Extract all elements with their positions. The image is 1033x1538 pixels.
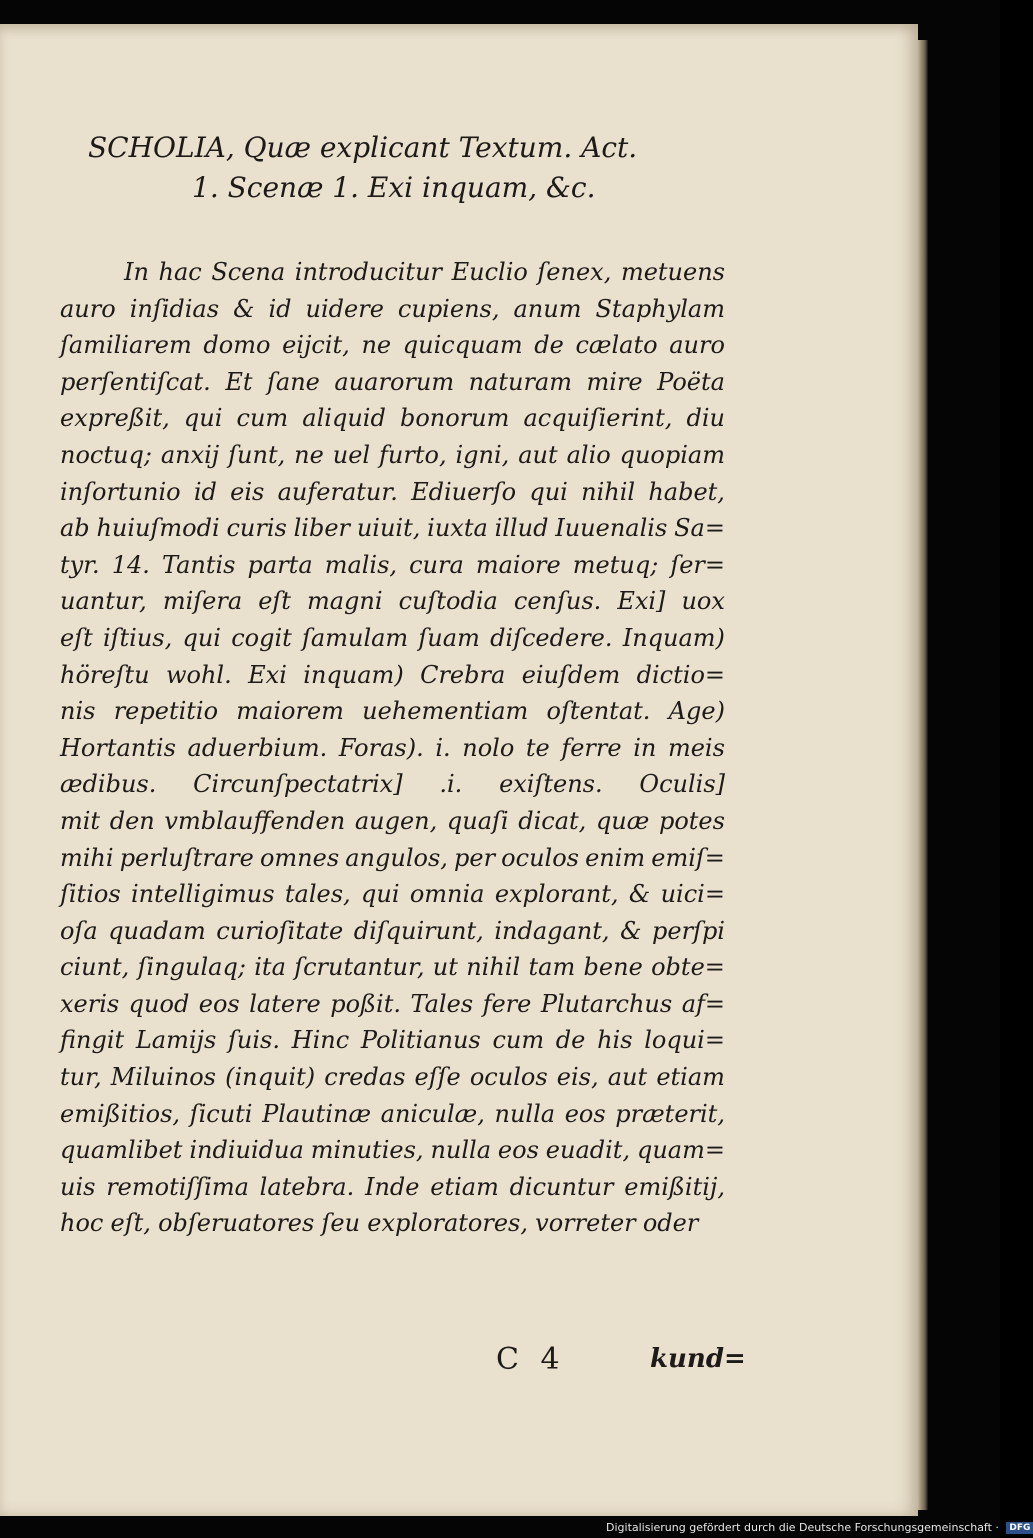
word: quadam [108, 916, 206, 945]
word: eos [564, 1099, 606, 1128]
word: qui [529, 477, 568, 506]
word: euadit, [545, 1136, 631, 1165]
word: ſeu [321, 1209, 361, 1238]
text-line [60, 254, 725, 291]
word: vmblauffenden [164, 806, 346, 835]
body-text [60, 254, 725, 1242]
book-page [0, 24, 918, 1516]
word: meis [667, 733, 725, 762]
word: auarorum [334, 367, 455, 396]
word: Euclio [451, 258, 528, 286]
word: Hinc [291, 1026, 350, 1055]
word: etiam [430, 1172, 499, 1201]
word: quopiam [619, 440, 725, 469]
word: oculos [469, 1063, 548, 1092]
word: ſingulaq; [137, 953, 246, 982]
word: eijcit, [282, 331, 350, 360]
text-line [60, 657, 725, 694]
word: Foras). [338, 733, 424, 762]
word: cogit [231, 623, 292, 652]
word: explorant, [494, 880, 619, 909]
text-line [60, 291, 725, 328]
word: Circunſpectatrix] [193, 770, 403, 799]
word: xeris [60, 989, 120, 1018]
word: auro [60, 294, 116, 323]
word: inquam) [303, 660, 404, 689]
word: iuxta [427, 514, 488, 543]
word: i. [435, 733, 451, 762]
word: ſamulam [302, 623, 409, 652]
word: uis [60, 1172, 96, 1201]
word: dicat, [518, 806, 587, 835]
word: indagant, [494, 916, 610, 945]
word: Oculis] [639, 770, 725, 799]
word: cum [492, 1026, 545, 1055]
word: perluſtrare [119, 843, 254, 872]
word: domo [203, 331, 271, 360]
word: id [268, 294, 292, 323]
word: den [109, 806, 155, 835]
word: höreſtu [60, 660, 150, 689]
word: ſicuti [189, 1099, 253, 1128]
word: liber [293, 514, 351, 543]
word: qui [361, 880, 400, 909]
text-line [60, 1169, 725, 1206]
word: Inde [364, 1172, 420, 1201]
word: Scena [211, 258, 286, 286]
word: mire [586, 367, 643, 396]
catchword: kund= [650, 1344, 746, 1374]
word: cupiens, [397, 294, 500, 323]
word: potes [658, 806, 725, 835]
word: habet, [648, 477, 725, 506]
word: fere [482, 989, 532, 1018]
word: 14. [111, 550, 150, 579]
word: ne [361, 331, 392, 360]
word: dicuntur [509, 1172, 614, 1201]
word: loqui= [644, 1026, 725, 1055]
text-line [60, 1132, 725, 1169]
word: miſera [162, 587, 243, 616]
word: Exi] [617, 587, 666, 616]
word: aliquid [302, 404, 386, 433]
word: iſtius, [102, 623, 173, 652]
word: aniculæ, [380, 1099, 485, 1128]
word: te [525, 733, 550, 762]
word: ab [60, 514, 90, 543]
digitization-credit [606, 1521, 1033, 1535]
word: parta [247, 550, 313, 579]
word: (inquit) [225, 1063, 316, 1092]
word: perſentiſcat. [60, 367, 211, 396]
word: af= [681, 989, 725, 1018]
word: Age) [668, 697, 725, 726]
word: præterit, [615, 1099, 725, 1128]
word: omnes [259, 843, 340, 872]
word: nulla [430, 1136, 492, 1165]
word: cura [409, 550, 464, 579]
word: curioſitate [216, 916, 344, 945]
word: uehementiam [362, 697, 529, 726]
word: maiore [475, 550, 561, 579]
word: furto, [379, 440, 447, 469]
word: eſt, [110, 1209, 151, 1238]
word: quod [128, 989, 190, 1018]
word: illud [494, 514, 549, 543]
word: naturam [468, 367, 572, 396]
text-line [60, 547, 725, 584]
word: nulla [494, 1099, 556, 1128]
word: id [193, 477, 217, 506]
word: ciunt, [60, 953, 130, 982]
word: perſpi [652, 916, 725, 945]
word: eſt [258, 587, 291, 616]
word: mit [60, 806, 101, 835]
word: dictio= [636, 660, 725, 689]
word: quamlibet [60, 1136, 183, 1165]
word: inſidias [129, 294, 220, 323]
word: quæ [595, 806, 650, 835]
word: obſeruatores [158, 1209, 315, 1238]
word: eſſe [414, 1063, 461, 1092]
word: Plutarchus [540, 989, 673, 1018]
word: repetitio [113, 697, 219, 726]
header-line-1: SCHOLIA, Quæ explicant Textum. Act. [88, 131, 638, 164]
word: emißitios, [60, 1099, 181, 1128]
text-line [60, 803, 725, 840]
word: igni, [455, 440, 510, 469]
word: latebra. [259, 1172, 355, 1201]
word: quicquam [402, 331, 523, 360]
text-line [60, 913, 725, 950]
text-line [60, 364, 725, 401]
signature-mark: C 4 [496, 1342, 566, 1377]
word: hoc [60, 1209, 104, 1238]
word: qui [183, 404, 223, 433]
word: quam= [636, 1136, 725, 1165]
word: ferre [561, 733, 622, 762]
word: anum [513, 294, 582, 323]
page-header [88, 128, 708, 208]
text-line [60, 730, 725, 767]
word: metuens [620, 258, 725, 286]
word: Et [225, 367, 253, 396]
word: in [633, 733, 657, 762]
word: cuſtodia [398, 587, 498, 616]
word: de [534, 331, 564, 360]
word: ſitios [60, 880, 121, 909]
word: exploratores, [367, 1209, 528, 1238]
word: obte= [651, 953, 725, 982]
word: aut [607, 1063, 648, 1092]
page-footer [0, 1342, 918, 1382]
word: alio [566, 440, 611, 469]
word: latere [249, 989, 321, 1018]
text-line [60, 986, 725, 1023]
word: tales, [284, 880, 351, 909]
word: ædibus. [60, 770, 157, 799]
word: intelligimus [130, 880, 275, 909]
word: ſane [267, 367, 320, 396]
text-line [60, 437, 725, 474]
word: diſcedere. [490, 623, 613, 652]
word: Lamijs [135, 1026, 217, 1055]
word: Hortantis [60, 733, 176, 762]
word: introducitur [294, 258, 443, 286]
word: ſamiliarem [60, 331, 192, 360]
word: inſortunio [60, 477, 181, 506]
word: vorreter [535, 1209, 636, 1238]
word: aduerbium. [187, 733, 328, 762]
word: uel [332, 440, 371, 469]
word: exiſtens. [499, 770, 603, 799]
word: hac [158, 258, 202, 286]
word: diu [686, 404, 725, 433]
word: Exi [248, 660, 287, 689]
word: metuq; [572, 550, 659, 579]
word: nihil [466, 953, 521, 982]
text-line [60, 1205, 725, 1242]
word: indiuidua [189, 1136, 304, 1165]
word: eos [198, 989, 240, 1018]
text-line [60, 1022, 725, 1059]
word: diſquirunt, [353, 916, 484, 945]
word: uox [681, 587, 725, 616]
page-edge [918, 40, 928, 1510]
word: bene [583, 953, 643, 982]
word: cælato [575, 331, 658, 360]
word: minuties, [310, 1136, 424, 1165]
word: tyr. [60, 550, 100, 579]
word: angulos, [345, 843, 448, 872]
word: nihil [581, 477, 636, 506]
text-line [60, 400, 725, 437]
header-line-2: 1. Scenæ 1. Exi inquam, &c. [192, 171, 596, 204]
word: noctuq; [60, 440, 152, 469]
word: auferatur. [277, 477, 398, 506]
word: eis, [556, 1063, 599, 1092]
word: per [454, 843, 496, 872]
text-line [60, 1059, 725, 1096]
text-line [60, 876, 725, 913]
word: quaſi [446, 806, 509, 835]
word: cenſus. [513, 587, 602, 616]
word: Crebra [420, 660, 506, 689]
text-line [60, 949, 725, 986]
text-line [60, 583, 725, 620]
word: mihi [60, 843, 114, 872]
word: & [233, 294, 255, 323]
word: Staphylam [595, 294, 725, 323]
word: & [620, 916, 642, 945]
word: ſuam [418, 623, 480, 652]
word: his [597, 1026, 633, 1055]
word: fingit [60, 1026, 125, 1055]
word: aut [518, 440, 558, 469]
text-line [60, 693, 725, 730]
word: credas [324, 1063, 406, 1092]
word: In [124, 258, 149, 286]
word: eos [497, 1136, 539, 1165]
credit-text: Digitalisierung gefördert durch die Deutsche Forschungsgemeinschaft · [606, 1521, 999, 1534]
word: enim [585, 843, 646, 872]
dfg-logo: DFG [1006, 1522, 1033, 1534]
word: ſer= [670, 550, 725, 579]
word: emiſ= [651, 843, 725, 872]
word: & [628, 880, 651, 909]
word: Tales [410, 989, 474, 1018]
word: Politianus [360, 1026, 481, 1055]
word: Sa= [674, 514, 725, 543]
word: oſa [60, 916, 98, 945]
text-line [60, 474, 725, 511]
word: malis, [324, 550, 398, 579]
word: Ediuerſo [411, 477, 517, 506]
word: Tantis [161, 550, 236, 579]
word: eſt [60, 623, 93, 652]
word: ſunt, [228, 440, 286, 469]
text-line [60, 1096, 725, 1133]
word: eis [230, 477, 265, 506]
word: Poëta [657, 367, 725, 396]
word: uiuit, [356, 514, 421, 543]
word: ſcrutantur, [294, 953, 425, 982]
word: oder [642, 1209, 699, 1238]
text-line [60, 766, 725, 803]
word: Inquam) [622, 623, 725, 652]
word: Iuuenalis [555, 514, 668, 543]
word: ſuis. [228, 1026, 280, 1055]
word: ut [432, 953, 458, 982]
text-line [60, 510, 725, 547]
word: de [555, 1026, 586, 1055]
word: .i. [439, 770, 463, 799]
word: remotiſſima [106, 1172, 249, 1201]
word: uici= [660, 880, 725, 909]
word: nolo [462, 733, 515, 762]
word: augen, [354, 806, 438, 835]
word: Miluinos [110, 1063, 216, 1092]
word: oſtentat. [546, 697, 651, 726]
word: Plautinæ [262, 1099, 372, 1128]
word: curis [226, 514, 287, 543]
word: etiam [656, 1063, 725, 1092]
word: qui [182, 623, 221, 652]
word: maiorem [236, 697, 344, 726]
word: anxij [160, 440, 220, 469]
word: bonorum [399, 404, 510, 433]
text-line [60, 840, 725, 877]
word: poßit. [330, 989, 401, 1018]
word: eiuſdem [521, 660, 621, 689]
word: tam [528, 953, 576, 982]
word: wohl. [165, 660, 232, 689]
word: uantur, [60, 587, 147, 616]
word: cum [236, 404, 289, 433]
word: omnia [409, 880, 485, 909]
text-line [60, 620, 725, 657]
word: oculos [501, 843, 579, 872]
word: huiuſmodi [96, 514, 220, 543]
word: tur, [60, 1063, 102, 1092]
word: magni [306, 587, 383, 616]
word: acquiſierint, [523, 404, 673, 433]
word: ita [254, 953, 286, 982]
word: auro [669, 331, 725, 360]
word: expreßit, [60, 404, 170, 433]
word: uidere [305, 294, 384, 323]
word: ne [294, 440, 324, 469]
word: nis [60, 697, 96, 726]
text-line [60, 327, 725, 364]
word: ſenex, [537, 258, 612, 286]
word: emißitij, [624, 1172, 725, 1201]
